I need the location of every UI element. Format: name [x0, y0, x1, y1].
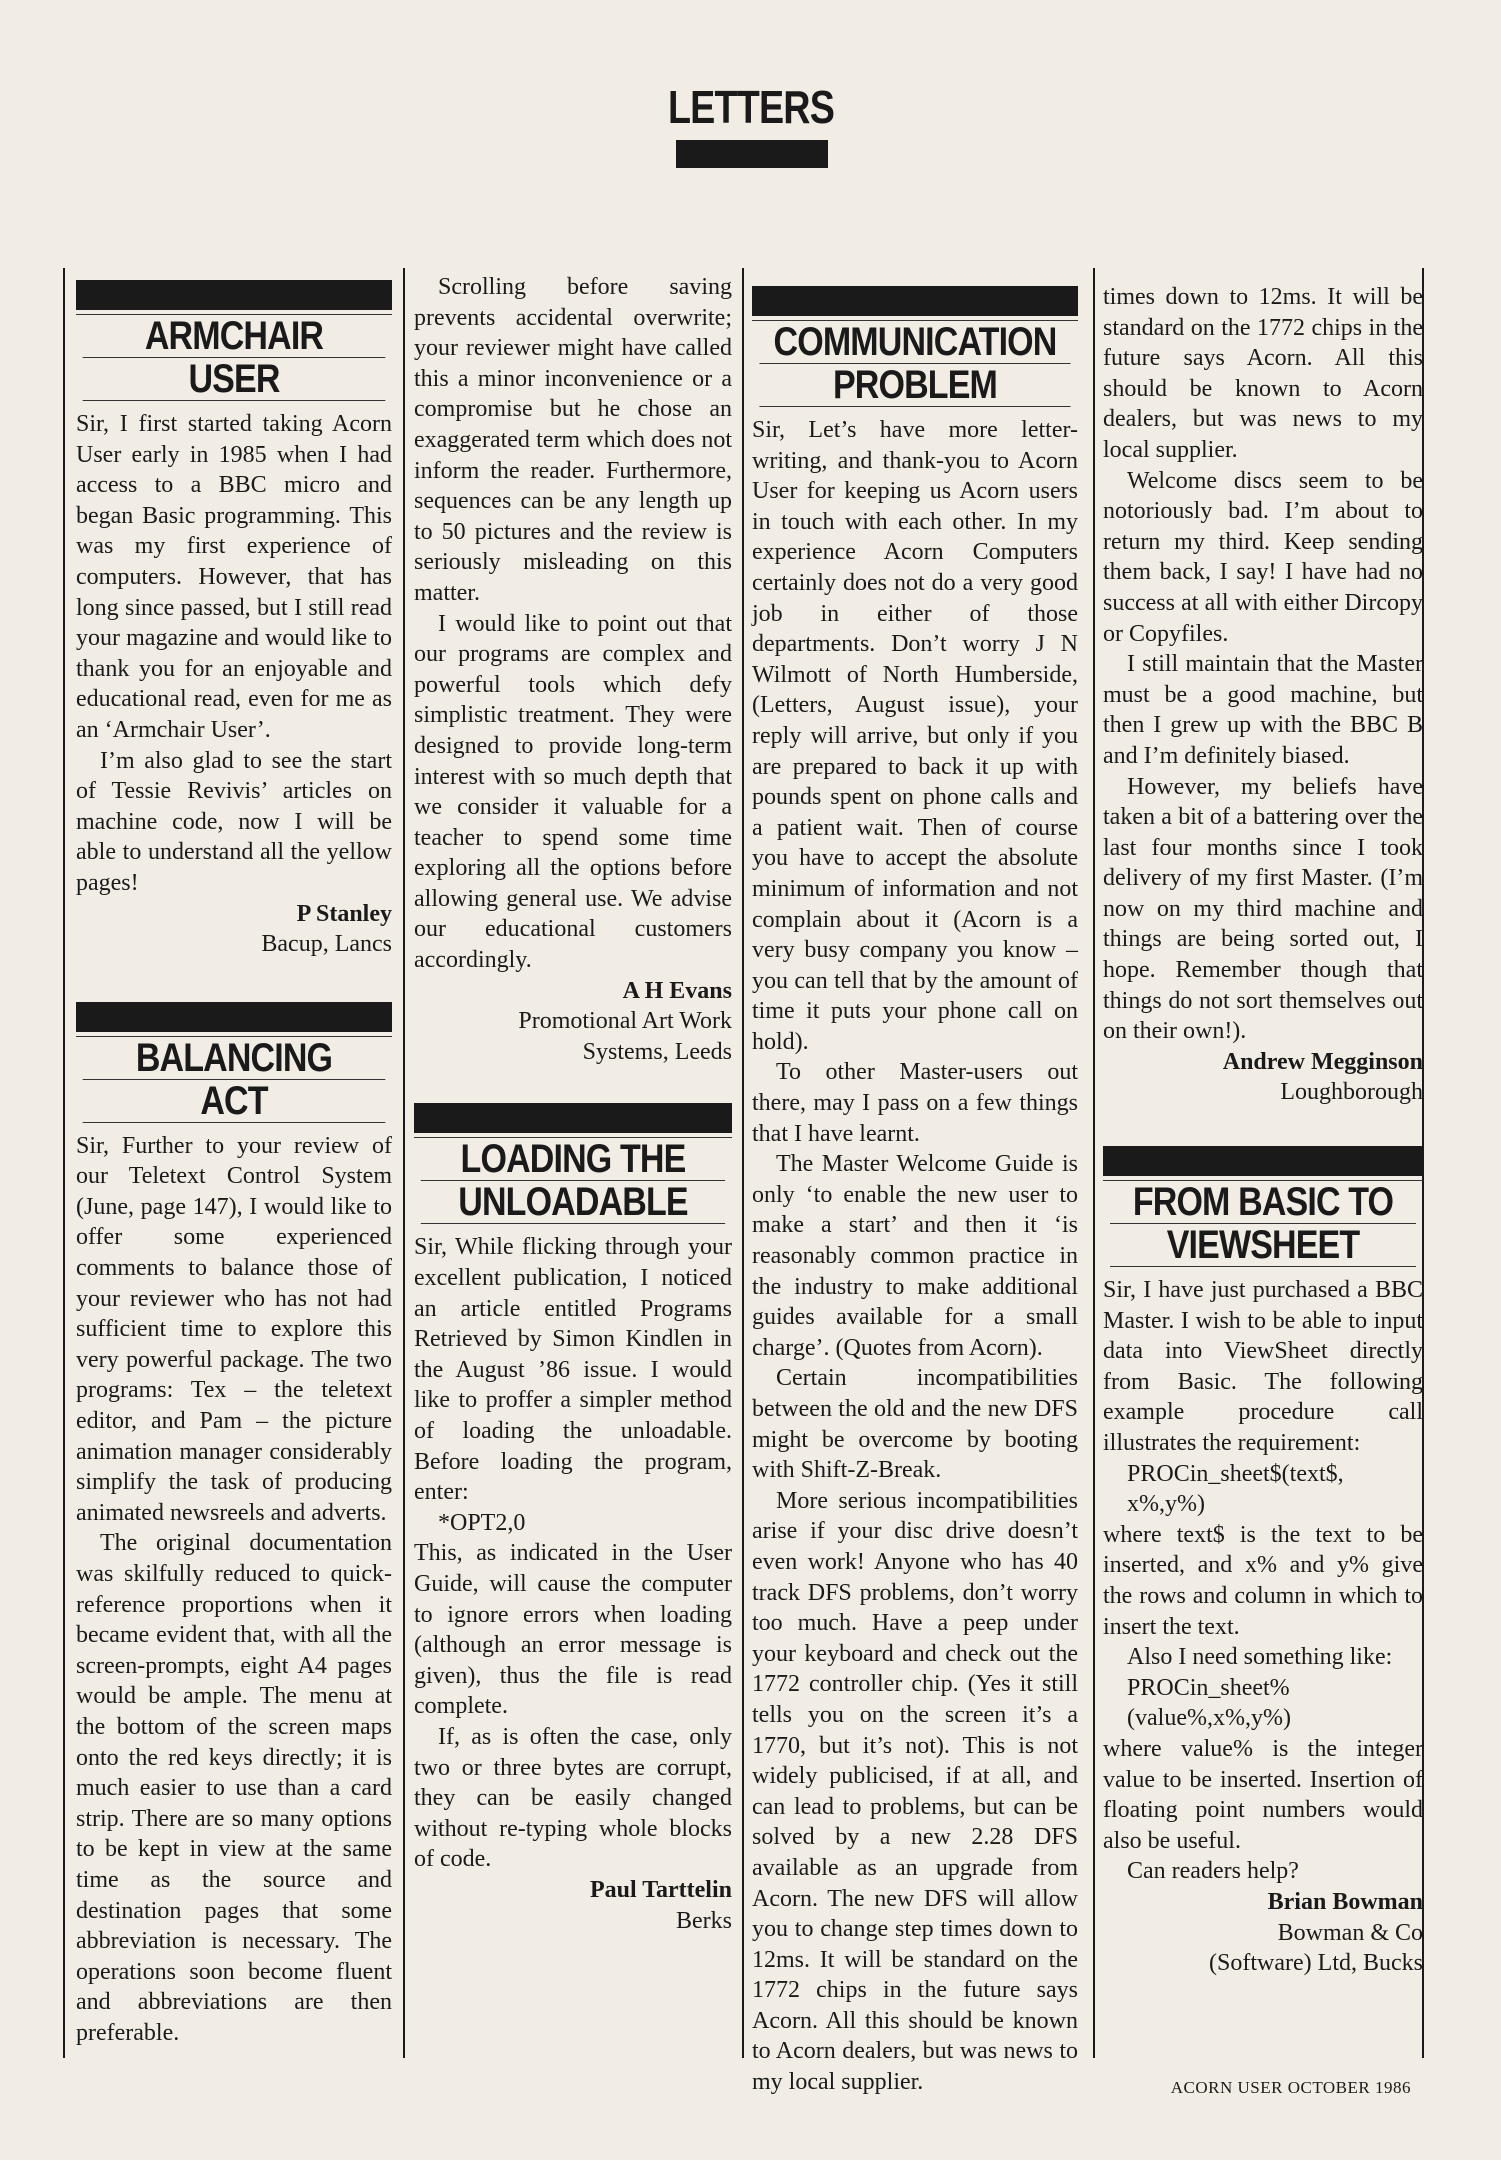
- signature-place: (Software) Ltd, Bucks: [1209, 1950, 1423, 1977]
- column-rule: [63, 268, 65, 2058]
- head-bar: [1103, 1146, 1423, 1176]
- letter-paragraph: Certain incompatibilities between the old and the new DFS might be overcome by booting with Shift-Z-Break.: [752, 1365, 1078, 1484]
- letter-paragraph: Can readers help?: [1127, 1858, 1299, 1885]
- letter-paragraph: where text$ is the text to be inserted, and x% and y% give the rows and column in which to insert the text.: [1103, 1521, 1423, 1640]
- column-rule: [403, 268, 405, 2058]
- letter-heading: ARMCHAIR USER: [83, 315, 386, 401]
- letter-heading: LOADING THE UNLOADABLE: [421, 1138, 725, 1224]
- letter-heading: BALANCING ACT: [83, 1037, 386, 1123]
- letter-heading: FROM BASIC TO VIEWSHEET: [1110, 1181, 1416, 1267]
- letter-paragraph: Sir, I have just purchased a BBC Master. I wish to be able to input data into ViewSheet directly from Basic. The following example procedure call illustrates the requirement:: [1103, 1277, 1423, 1456]
- letter-paragraph: times down to 12ms. It will be standard on the 1772 chips in the future says Acorn. All this should be known to Acorn dealers, but was news to my local supplier.: [1103, 284, 1423, 463]
- letter-paragraph: Welcome discs seem to be notoriously bad. I’m about to return my third. Keep sending them back, I say! I have had no success at all with either Dircopy or Copyfiles.: [1103, 467, 1423, 647]
- letter-paragraph: The Master Welcome Guide is only ‘to enable the new user to make a start’ and then it ‘is reasonably common practice in the industry to make additional guides available for a small charge’. (Quotes from Acorn).: [752, 1151, 1078, 1361]
- signature-place: Loughborough: [1280, 1079, 1423, 1106]
- page-title: LETTERS: [667, 81, 835, 133]
- code-line: PROCin_sheet$(text$, x%,y%): [1127, 1460, 1344, 1518]
- letter-paragraph: More serious incompatibilities arise if your disc drive doesn’t even work! Anyone who has 40 track DFS problems, don’t worry too much. Have a peep under your keyboard and check out the 1772 controller chip. (Yes it still tells you on the screen it’s a 1770, but it’s not). This is not widely publicised, if at all, and can lead to problems, but can be solved by a new 2.28 DFS available as an upgrade from Acorn. The new DFS will allow you to change step times down to 12ms. It will be standard on the 1772 chips in the future says Acorn. All this should be known to Acorn dealers, but was news to my local supplier.: [752, 1487, 1078, 2096]
- signature-name: P Stanley: [296, 900, 392, 927]
- column-1: [76, 278, 392, 2046]
- column-2: [414, 272, 732, 1936]
- signature-place: Bowman & Co: [1277, 1919, 1423, 1946]
- column-3: [752, 284, 1078, 2096]
- letter-paragraph: If, as is often the case, only two or three bytes are corrupt, they can be easily changed without re-typing whole blocks of code.: [414, 1723, 732, 1873]
- signature-place: Bacup, Lancs: [261, 931, 392, 958]
- title-bar: [676, 140, 828, 168]
- code-line: *OPT2,0: [438, 1509, 526, 1536]
- letter-paragraph: Scrolling before saving prevents accidental overwrite; your reviewer might have called this a minor inconvenience or a compromise but he chose an exaggerated term which does not inform the reader. Furthermore, sequences can be any length up to 50 pictures and the review is seriously misleading on this matter.: [414, 274, 732, 606]
- head-bar: [414, 1103, 732, 1133]
- signature-place: Systems, Leeds: [582, 1038, 732, 1065]
- letter-paragraph: This, as indicated in the User Guide, will cause the computer to ignore errors when loading (although an error message is given), thus the file is read complete.: [414, 1540, 732, 1720]
- letter-paragraph: Also I need something like:: [1127, 1644, 1393, 1671]
- column-rule: [1093, 268, 1095, 2058]
- signature-place: Berks: [676, 1907, 732, 1934]
- letter-paragraph: However, my beliefs have taken a bit of a battering over the last four months since I took delivery of my first Master. (I’m now on my third machine and things are being sorted out, I hope. Remember though that things do not sort themselves out on their own!).: [1103, 773, 1423, 1045]
- letter-paragraph: To other Master-users out there, may I pass on a few things that I have learnt.: [752, 1059, 1078, 1147]
- letter-heading: COMMUNICATION PROBLEM: [759, 321, 1070, 407]
- signature-name: A H Evans: [622, 977, 732, 1004]
- letter-paragraph: Sir, I first started taking Acorn User early in 1985 when I had access to a BBC micro and began Basic programming. This was my first experience of computers. However, that has long since passed, but I still read your magazine and would like to thank you for an enjoyable and educational read, even for me as an ‘Armchair User’.: [76, 411, 392, 743]
- head-bar: [752, 286, 1078, 316]
- head-bar: [76, 1002, 392, 1032]
- head-bar: [76, 280, 392, 310]
- column-rule: [742, 268, 744, 2058]
- page-footer: ACORN USER OCTOBER 1986: [1170, 2078, 1411, 2097]
- signature-name: Andrew Megginson: [1222, 1048, 1423, 1075]
- letter-paragraph: Sir, While flicking through your excellent publication, I noticed an article entitled Programs Retrieved by Simon Kindlen in the August ’86 issue. I would like to proffer a simpler method of loading the unloadable. Before loading the program, enter:: [414, 1234, 732, 1506]
- column-4: [1103, 282, 1423, 1979]
- letter-paragraph: I’m also glad to see the start of Tessie Revivis’ articles on machine code, now I will be able to understand all the yellow pages!: [76, 747, 392, 896]
- code-line: PROCin_sheet%(value%,x%,y%): [1127, 1674, 1291, 1732]
- signature-place: Promotional Art Work: [518, 1008, 732, 1035]
- letter-paragraph: Sir, Let’s have more letter-writing, and thank-you to Acorn User for keeping us Acorn users in touch with each other. In my experience Acorn Computers certainly does not do a very good job in either of those departments. Don’t worry J N Wilmott of North Humberside, (Letters, August issue), your reply will arrive, but only if you are prepared to back it up with pounds spent on phone calls and a patient wait. Then of course you have to accept the absolute minimum of information and not complain about it (Acorn is a very busy company you know – you can tell that by the amount of time it puts your phone call on hold).: [752, 417, 1078, 1055]
- letter-paragraph: Sir, Further to your review of our Teletext Control System (June, page 147), I would like to offer some experienced comments to balance those of your reviewer who has not had sufficient time to explore this very powerful package. The two programs: Tex – the teletext editor, and Pam – the picture animation manager considerably simplify the task of producing animated newsreels and adverts.: [76, 1132, 392, 1526]
- signature-name: Brian Bowman: [1267, 1888, 1423, 1915]
- letter-paragraph: I would like to point out that our programs are complex and powerful tools which defy simplistic treatment. They were designed to provide long-term interest with so much depth that we consider it valuable for a teacher to spend some time exploring all the options before allowing general use. We advise our educational customers accordingly.: [414, 610, 732, 974]
- signature-name: Paul Tarttelin: [589, 1876, 732, 1903]
- letter-paragraph: where value% is the integer value to be inserted. Insertion of floating point numbers would also be useful.: [1103, 1735, 1423, 1854]
- letter-paragraph: The original documentation was skilfully reduced to quick-reference proportions when it became evident that, with all the screen-prompts, eight A4 pages would be ample. The menu at the bottom of the screen maps onto the red keys directly; it is much easier to use than a card strip. There are so many options to be kept in view at the same time as the source and destination pages that some abbreviation is necessary. The operations soon become fluent and abbreviations are then preferable.: [76, 1530, 392, 2046]
- letter-paragraph: I still maintain that the Master must be a good machine, but then I grew up with the BBC B and I’m definitely biased.: [1103, 651, 1423, 769]
